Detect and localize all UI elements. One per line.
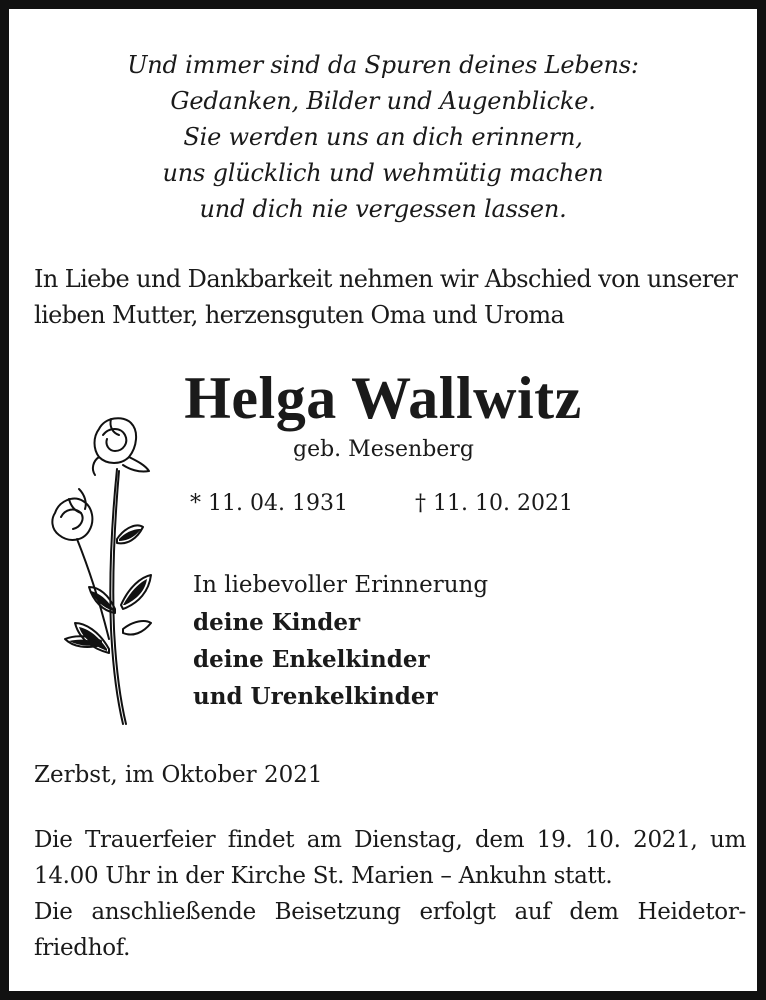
- birth-date: * 11. 04. 1931: [190, 491, 348, 516]
- funeral-line: friedhof.: [34, 935, 131, 961]
- poem-line: Gedanken, Bilder und Augenblicke.: [170, 87, 596, 115]
- funeral-line: 14.00 Uhr in der Kirche St. Marien – Ankuhn statt.: [34, 863, 613, 889]
- poem-line: Und immer sind da Spuren deines Lebens:: [127, 51, 639, 79]
- poem-line: und dich nie vergessen lassen.: [199, 195, 567, 223]
- mourners-intro: In liebevoller Erinnerung: [193, 572, 489, 598]
- intro-line: In Liebe und Dankbarkeit nehmen wir Abschied von unserer: [34, 265, 738, 293]
- rose-icon: [39, 409, 159, 729]
- farewell-intro: [34, 261, 737, 333]
- funeral-info: [34, 822, 746, 966]
- funeral-line: Die Trauerfeier findet am Dienstag, dem 19. 10. 2021, um: [34, 827, 746, 853]
- funeral-line: Die anschließende Beisetzung erfolgt auf dem Heidetor-: [34, 899, 746, 925]
- poem-line: uns glücklich und wehmütig machen: [162, 159, 604, 187]
- mourner-line: deine Enkelkinder: [193, 646, 430, 673]
- mourner-line: und Urenkelkinder: [193, 683, 438, 710]
- death-date: † 11. 10. 2021: [415, 491, 573, 516]
- mourners-block: [193, 567, 488, 715]
- memorial-poem: [9, 47, 757, 227]
- place-date: Zerbst, im Oktober 2021: [34, 762, 323, 788]
- intro-line: lieben Mutter, herzensguten Oma und Uroma: [34, 301, 565, 329]
- maiden-name: geb. Mesenberg: [293, 437, 474, 462]
- deceased-name: Helga Wallwitz: [184, 365, 582, 431]
- mourner-line: deine Kinder: [193, 609, 361, 636]
- poem-line: Sie werden uns an dich erinnern,: [183, 123, 583, 151]
